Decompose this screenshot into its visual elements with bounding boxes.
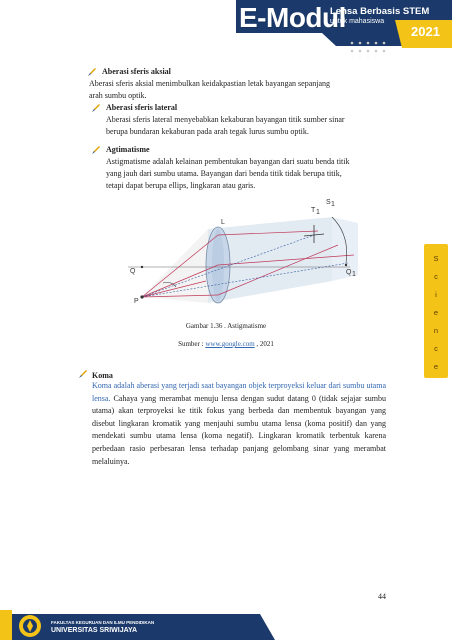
- label-T1-sub: 1: [316, 209, 320, 216]
- label-Q1: Q: [346, 269, 352, 276]
- sidebar-letter: c: [434, 344, 438, 353]
- figure-caption: Gambar 1.36 . Astigmatisme: [185, 322, 267, 330]
- header-title: Lensa Berbasis STEM: [330, 6, 430, 17]
- section-line: arah sumbu optik.: [89, 91, 147, 100]
- figure-source: [0, 340, 452, 348]
- section-line: berupa bundaran kekaburan pada arah tegak lurus sumbu optik.: [106, 127, 309, 136]
- label-S1-sub: 1: [331, 201, 335, 208]
- section-line: yang jauh dari sumbu utama. Bayangan dari benda titik tidak berupa titik,: [106, 169, 342, 178]
- section-title: Agtimatisme: [106, 145, 150, 154]
- label-L: L: [221, 219, 225, 226]
- section-line: Aberasi sferis aksial menimbulkan keidakpastian letak bayangan sepanjang: [89, 79, 331, 88]
- label-S1: S: [326, 199, 331, 206]
- pencil-bullet-icon: [87, 67, 97, 77]
- label-T1: T: [311, 207, 316, 214]
- source-link[interactable]: www.google.com: [205, 340, 255, 348]
- header-logo: E-Modul: [239, 2, 346, 33]
- sidebar-letter: i: [435, 290, 437, 299]
- section-line: Aberasi sferis lateral menyebabkan kekaburan bayangan titik sumber sinar: [106, 115, 345, 124]
- header-subtitle: untuk mahasiswa: [330, 18, 385, 25]
- section-line: Astigmatisme adalah kelainan pembentukan bayangan dari suatu benda titik: [106, 157, 350, 166]
- sidebar-letter: e: [433, 362, 439, 371]
- footer-banner: [0, 610, 452, 640]
- section-astigmatisme: [92, 144, 392, 192]
- pencil-bullet-icon: [91, 145, 101, 155]
- header-year: 2021: [411, 24, 440, 39]
- pencil-bullet-icon: [91, 103, 101, 113]
- sidebar-letter: e: [433, 308, 439, 317]
- sidebar-letter: n: [433, 326, 439, 335]
- sidebar-letter: c: [434, 272, 438, 281]
- sidebar-letter: S: [433, 254, 439, 263]
- koma-lead: Koma adalah aberasi yang terjadi saat bayangan objek terproyeksi keluar dari sumbu utama lensa.: [92, 381, 386, 403]
- koma-paragraph: [92, 380, 386, 468]
- section-title: Aberasi sferis lateral: [106, 103, 178, 112]
- pencil-bullet-icon: [78, 369, 88, 379]
- label-Q1-sub: 1: [352, 271, 356, 278]
- footer-faculty: FAKULTAS KEGURUAN DAN ILMU PENDIDIKAN: [51, 620, 155, 625]
- section-aberasi-aksial: [88, 66, 388, 102]
- koma-body: Cahaya yang merambat menuju lensa dengan sudut datang 0 (tidak sejajar sumbu utama) akan terproyeksi ke titik fokus yang berbeda dan membentuk bayangan yang disebut lingkaran kromatik yang menjauhi sumbu utama lensa (koma positif) dan yang mendekati sumbu utama lensa (koma negatif). Lingkaran kromatik terbentuk karena perbedaan rasio perbesaran lensa terhadap panjang gelombang sinar yang merambat melaluinya.: [92, 393, 386, 466]
- label-Q: Q: [130, 268, 136, 275]
- koma-title: Koma: [92, 371, 113, 380]
- label-P: P: [134, 298, 139, 305]
- source-suffix: , 2021: [254, 340, 274, 348]
- page-number: 44: [378, 592, 386, 601]
- science-sidebar: [424, 244, 448, 378]
- section-aberasi-lateral: [92, 102, 392, 138]
- astigmatism-diagram: [118, 195, 378, 313]
- source-prefix: Sumber :: [178, 340, 206, 348]
- section-line: tetapi dapat berupa ellips, lingkaran atau garis.: [106, 181, 256, 190]
- footer-university: UNIVERSITAS SRIWIJAYA: [51, 627, 138, 634]
- section-title: Aberasi sferis aksial: [102, 67, 171, 76]
